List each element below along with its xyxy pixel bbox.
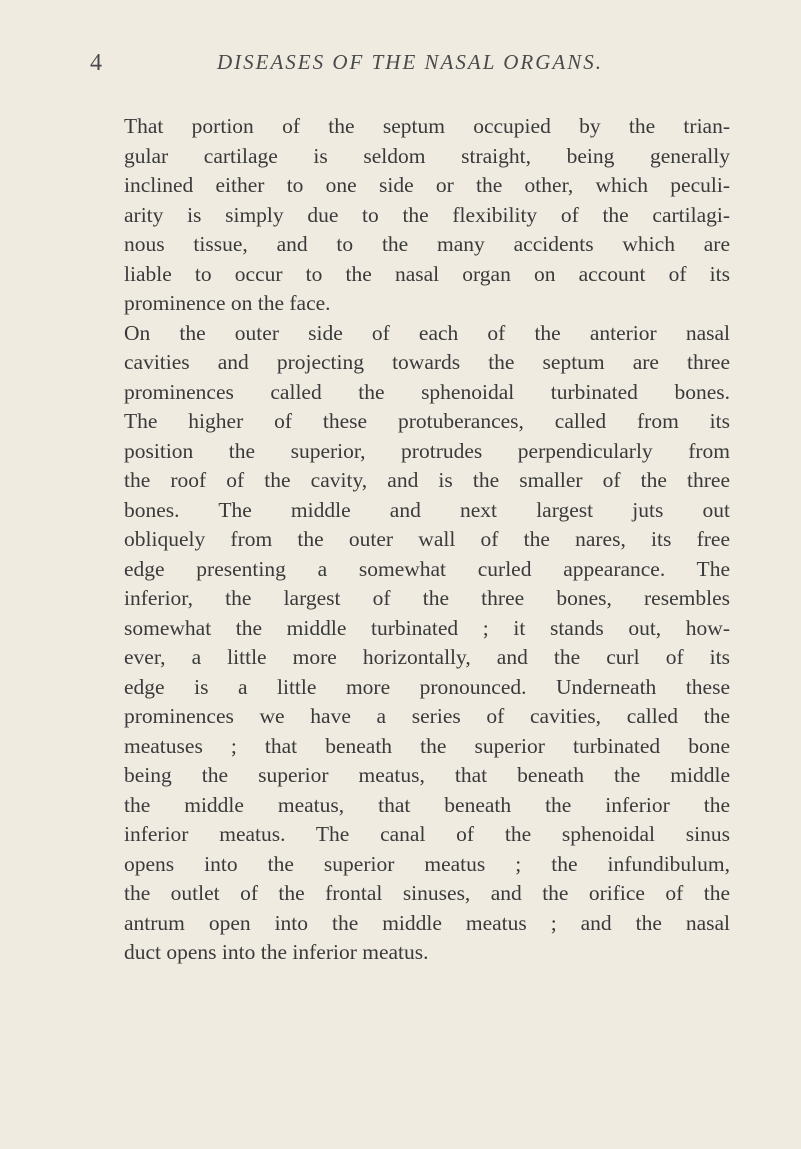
text-line: antrum open into the middle meatus ; and the nasal	[124, 910, 730, 935]
text-line: inferior meatus. The canal of the sphenoidal sinus	[124, 822, 730, 846]
page-number: 4	[90, 50, 102, 76]
text-line: the middle meatus, that beneath the inferior the	[124, 792, 730, 817]
text-line: bones. The middle and next largest juts out	[124, 497, 730, 522]
paragraph-2	[90, 319, 730, 968]
text-line: somewhat the middle turbinated ; it stands out, how-	[124, 615, 730, 640]
text-line: prominences called the sphenoidal turbinated bones.	[124, 379, 730, 404]
text-line: prominence on the face.	[124, 291, 331, 315]
text-line: the outlet of the frontal sinuses, and the orifice of the	[124, 881, 730, 905]
text-line: opens into the superior meatus ; the infundibulum,	[124, 851, 730, 876]
text-line: That portion of the septum occupied by the trian-	[124, 114, 730, 138]
text-line: edge is a little more pronounced. Underneath these	[124, 674, 730, 699]
text-line: gular cartilage is seldom straight, being generally	[124, 143, 730, 168]
text-line: being the superior meatus, that beneath the middle	[124, 763, 730, 787]
text-line: liable to occur to the nasal organ on account of its	[124, 261, 730, 286]
text-line: the roof of the cavity, and is the smaller of the three	[124, 468, 730, 492]
text-line: cavities and projecting towards the septum are three	[124, 350, 730, 374]
text-line: On the outer side of each of the anterior nasal	[124, 320, 730, 345]
body-text	[90, 112, 730, 968]
text-line: inclined either to one side or the other, which peculi-	[124, 173, 730, 197]
paragraph-1	[90, 112, 730, 319]
text-line: meatuses ; that beneath the superior turbinated bone	[124, 733, 730, 758]
running-head: DISEASES OF THE NASAL ORGANS.	[216, 50, 603, 74]
text-line: obliquely from the outer wall of the nares, its free	[124, 527, 730, 551]
text-line: position the superior, protrudes perpendicularly from	[124, 438, 730, 463]
text-line: ever, a little more horizontally, and the curl of its	[124, 645, 730, 669]
text-line: nous tissue, and to the many accidents which are	[124, 232, 730, 256]
text-line: edge presenting a somewhat curled appearance. The	[124, 556, 730, 581]
text-line: duct opens into the inferior meatus.	[124, 940, 429, 964]
text-line: The higher of these protuberances, called from its	[124, 409, 730, 433]
text-line: inferior, the largest of the three bones, resembles	[124, 586, 730, 610]
page-header	[90, 50, 730, 84]
text-line: arity is simply due to the flexibility of the cartilagi-	[124, 202, 730, 227]
text-line: prominences we have a series of cavities, called the	[124, 704, 730, 728]
